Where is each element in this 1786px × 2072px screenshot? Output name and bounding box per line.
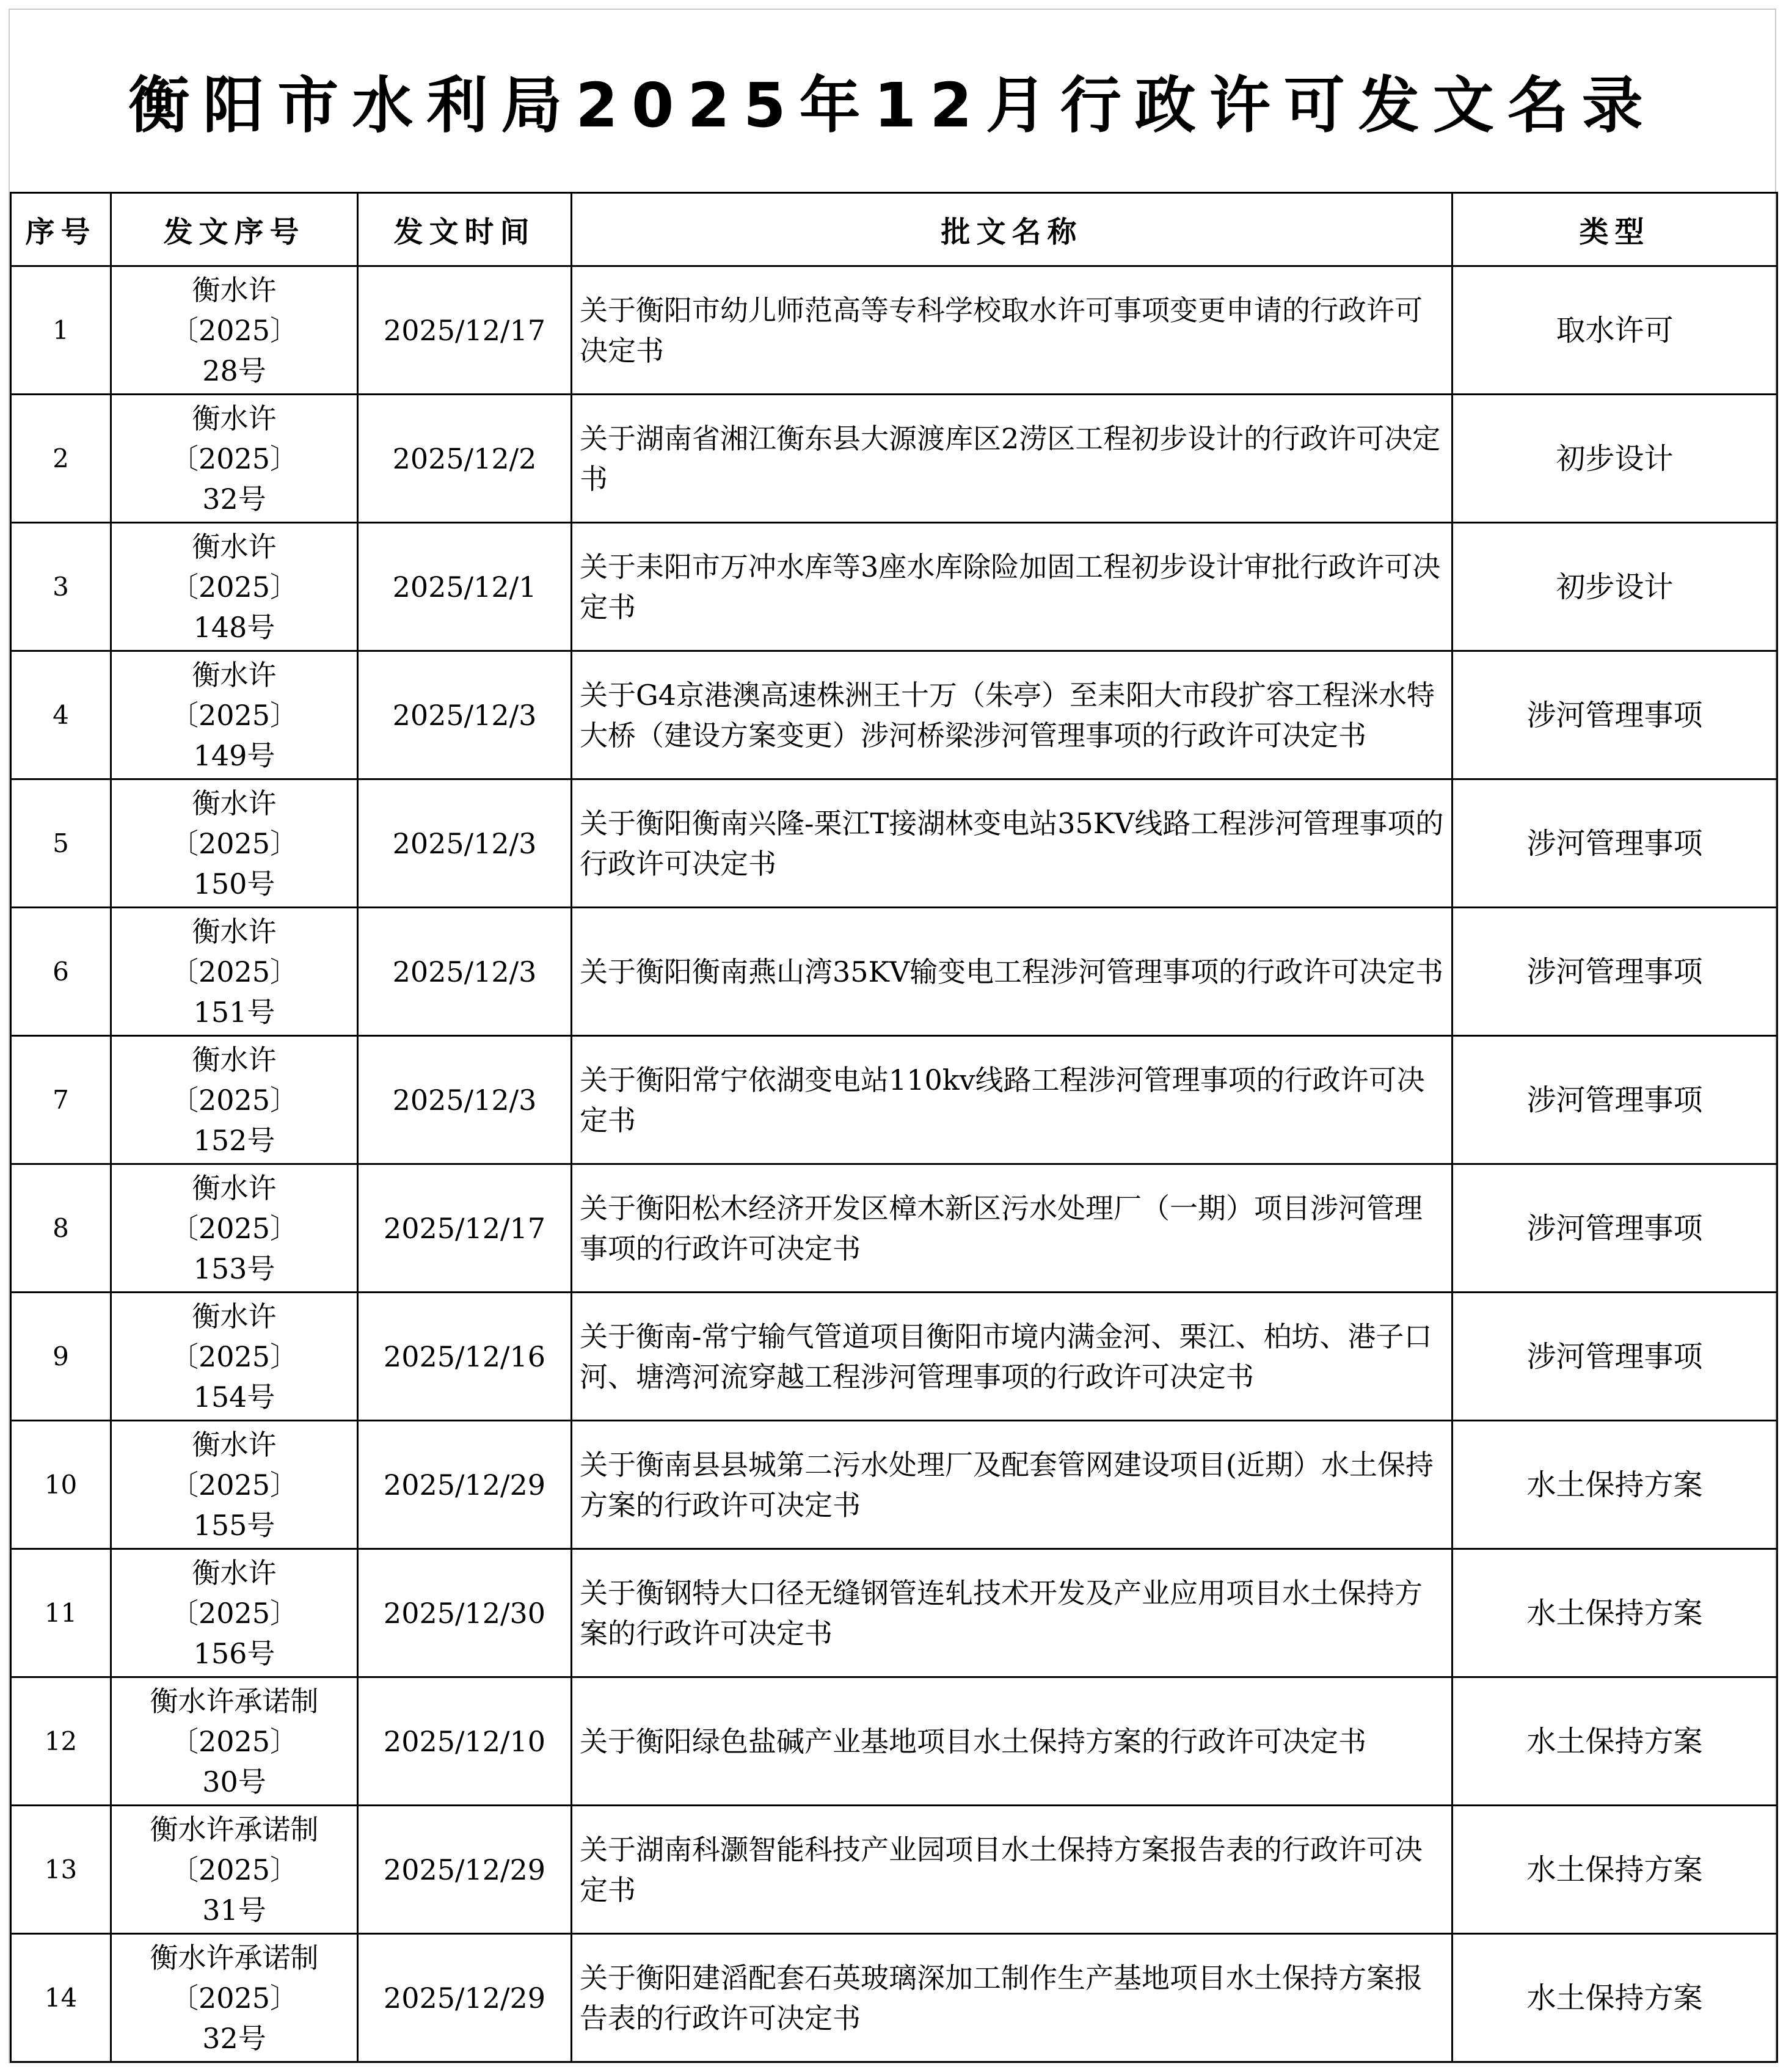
doc-no-prefix: 衡水许 (192, 273, 277, 307)
doc-no-prefix: 衡水许 (192, 1043, 277, 1076)
row-type: 涉河管理事项 (1452, 908, 1777, 1036)
row-date: 2025/12/3 (358, 908, 572, 1036)
row-date: 2025/12/30 (358, 1549, 572, 1677)
doc-no-prefix: 衡水许 (192, 1556, 277, 1589)
doc-no-year: 〔2025〕 (170, 698, 299, 732)
doc-no-number: 31号 (202, 1893, 266, 1927)
row-name: 关于衡南县县城第二污水处理厂及配套管网建设项目(近期）水土保持方案的行政许可决定书 (572, 1421, 1452, 1549)
row-name: 关于衡阳绿色盐碱产业基地项目水土保持方案的行政许可决定书 (572, 1677, 1452, 1806)
header-date: 发文时间 (358, 193, 572, 266)
row-type: 涉河管理事项 (1452, 1164, 1777, 1293)
row-doc-no (111, 1934, 358, 2062)
row-date: 2025/12/2 (358, 395, 572, 523)
row-date: 2025/12/1 (358, 523, 572, 651)
row-doc-no (111, 651, 358, 779)
row-name: 关于G4京港澳高速株洲王十万（朱亭）至耒阳大市段扩容工程洣水特大桥（建设方案变更）涉河桥梁涉河管理事项的行政许可决定书 (572, 651, 1452, 779)
row-type: 初步设计 (1452, 395, 1777, 523)
doc-no-number: 149号 (193, 739, 275, 772)
row-type: 水土保持方案 (1452, 1677, 1777, 1806)
table-row (11, 908, 1777, 1036)
row-doc-no (111, 266, 358, 395)
row-type: 水土保持方案 (1452, 1421, 1777, 1549)
doc-no-number: 155号 (193, 1508, 275, 1542)
doc-no-prefix: 衡水许 (192, 401, 277, 435)
doc-no-number: 148号 (193, 610, 275, 644)
row-type: 涉河管理事项 (1452, 1036, 1777, 1164)
row-date: 2025/12/29 (358, 1806, 572, 1934)
doc-no-year: 〔2025〕 (170, 313, 299, 347)
table-row (11, 1421, 1777, 1549)
doc-no-prefix: 衡水许承诺制 (150, 1941, 319, 1974)
doc-no-number: 153号 (193, 1252, 275, 1285)
row-seq: 14 (11, 1934, 111, 2062)
doc-no-prefix: 衡水许承诺制 (150, 1812, 319, 1846)
doc-no-prefix: 衡水许 (192, 1299, 277, 1333)
doc-no-year: 〔2025〕 (170, 442, 299, 475)
doc-no-year: 〔2025〕 (170, 955, 299, 988)
doc-no-prefix: 衡水许承诺制 (150, 1684, 319, 1718)
row-doc-no (111, 1293, 358, 1421)
doc-no-number: 32号 (202, 2021, 266, 2055)
table-row (11, 1164, 1777, 1293)
row-doc-no (111, 1806, 358, 1934)
row-type: 水土保持方案 (1452, 1806, 1777, 1934)
row-seq: 2 (11, 395, 111, 523)
row-doc-no (111, 523, 358, 651)
table-row (11, 651, 1777, 779)
row-date: 2025/12/3 (358, 1036, 572, 1164)
row-type: 涉河管理事项 (1452, 779, 1777, 908)
row-type: 涉河管理事项 (1452, 651, 1777, 779)
row-doc-no (111, 908, 358, 1036)
doc-no-number: 152号 (193, 1123, 275, 1157)
doc-no-number: 30号 (202, 1765, 266, 1798)
doc-no-year: 〔2025〕 (170, 1340, 299, 1373)
row-name: 关于衡阳松木经济开发区樟木新区污水处理厂（一期）项目涉河管理事项的行政许可决定书 (572, 1164, 1452, 1293)
row-date: 2025/12/3 (358, 651, 572, 779)
row-name: 关于湖南省湘江衡东县大源渡库区2涝区工程初步设计的行政许可决定书 (572, 395, 1452, 523)
row-seq: 8 (11, 1164, 111, 1293)
row-date: 2025/12/29 (358, 1934, 572, 2062)
row-date: 2025/12/10 (358, 1677, 572, 1806)
row-doc-no (111, 1421, 358, 1549)
doc-no-year: 〔2025〕 (170, 1468, 299, 1501)
permit-table (10, 192, 1778, 2063)
row-name: 关于衡阳衡南兴隆-栗江T接湖林变电站35KV线路工程涉河管理事项的行政许可决定书 (572, 779, 1452, 908)
doc-no-year: 〔2025〕 (170, 1211, 299, 1245)
row-seq: 12 (11, 1677, 111, 1806)
row-doc-no (111, 1677, 358, 1806)
row-doc-no (111, 1549, 358, 1677)
row-date: 2025/12/17 (358, 266, 572, 395)
row-seq: 5 (11, 779, 111, 908)
row-type: 取水许可 (1452, 266, 1777, 395)
row-name: 关于湖南科灏智能科技产业园项目水土保持方案报告表的行政许可决定书 (572, 1806, 1452, 1934)
header-name: 批文名称 (572, 193, 1452, 266)
row-seq: 3 (11, 523, 111, 651)
row-name: 关于耒阳市万冲水库等3座水库除险加固工程初步设计审批行政许可决定书 (572, 523, 1452, 651)
table-row (11, 1934, 1777, 2062)
row-seq: 4 (11, 651, 111, 779)
row-doc-no (111, 1036, 358, 1164)
row-type: 水土保持方案 (1452, 1549, 1777, 1677)
table-row (11, 1677, 1777, 1806)
table-row (11, 1549, 1777, 1677)
row-seq: 10 (11, 1421, 111, 1549)
doc-no-year: 〔2025〕 (170, 1853, 299, 1886)
header-seq: 序号 (11, 193, 111, 266)
doc-no-year: 〔2025〕 (170, 1981, 299, 2015)
row-seq: 6 (11, 908, 111, 1036)
row-seq: 7 (11, 1036, 111, 1164)
doc-no-number: 154号 (193, 1380, 275, 1414)
row-type: 水土保持方案 (1452, 1934, 1777, 2062)
table-row (11, 779, 1777, 908)
row-seq: 11 (11, 1549, 111, 1677)
row-seq: 9 (11, 1293, 111, 1421)
doc-no-prefix: 衡水许 (192, 786, 277, 820)
table-row (11, 1293, 1777, 1421)
doc-no-prefix: 衡水许 (192, 530, 277, 563)
doc-no-year: 〔2025〕 (170, 1083, 299, 1117)
row-name: 关于衡阳建滔配套石英玻璃深加工制作生产基地项目水土保持方案报告表的行政许可决定书 (572, 1934, 1452, 2062)
row-doc-no (111, 395, 358, 523)
header-type: 类型 (1452, 193, 1777, 266)
doc-no-year: 〔2025〕 (170, 1724, 299, 1758)
row-name: 关于衡钢特大口径无缝钢管连轧技术开发及产业应用项目水土保持方案的行政许可决定书 (572, 1549, 1452, 1677)
row-date: 2025/12/3 (358, 779, 572, 908)
table-row (11, 395, 1777, 523)
row-doc-no (111, 1164, 358, 1293)
row-doc-no (111, 779, 358, 908)
page-title: 衡阳市水利局2025年12月行政许可发文名录 (128, 70, 1657, 141)
doc-no-year: 〔2025〕 (170, 826, 299, 860)
doc-no-number: 28号 (202, 354, 266, 387)
doc-no-number: 150号 (193, 867, 275, 900)
row-date: 2025/12/16 (358, 1293, 572, 1421)
doc-no-number: 151号 (193, 995, 275, 1029)
table-row (11, 523, 1777, 651)
doc-no-year: 〔2025〕 (170, 570, 299, 604)
doc-no-prefix: 衡水许 (192, 658, 277, 691)
doc-no-prefix: 衡水许 (192, 914, 277, 948)
table-body (11, 266, 1777, 2062)
row-name: 关于衡南-常宁输气管道项目衡阳市境内满金河、栗江、柏坊、港子口河、塘湾河流穿越工程涉河管理事项的行政许可决定书 (572, 1293, 1452, 1421)
table-row (11, 1806, 1777, 1934)
doc-no-year: 〔2025〕 (170, 1596, 299, 1630)
row-name: 关于衡阳常宁依湖变电站110kv线路工程涉河管理事项的行政许可决定书 (572, 1036, 1452, 1164)
header-doc-no: 发文序号 (111, 193, 358, 266)
row-date: 2025/12/29 (358, 1421, 572, 1549)
table-row (11, 266, 1777, 395)
doc-no-number: 32号 (202, 482, 266, 516)
row-date: 2025/12/17 (358, 1164, 572, 1293)
row-seq: 1 (11, 266, 111, 395)
row-type: 初步设计 (1452, 523, 1777, 651)
row-name: 关于衡阳市幼儿师范高等专科学校取水许可事项变更申请的行政许可决定书 (572, 266, 1452, 395)
doc-no-prefix: 衡水许 (192, 1171, 277, 1205)
doc-no-prefix: 衡水许 (192, 1428, 277, 1461)
table-header-row (11, 193, 1777, 266)
doc-no-number: 156号 (193, 1636, 275, 1670)
table-row (11, 1036, 1777, 1164)
row-type: 涉河管理事项 (1452, 1293, 1777, 1421)
row-seq: 13 (11, 1806, 111, 1934)
row-name: 关于衡阳衡南燕山湾35KV输变电工程涉河管理事项的行政许可决定书 (572, 908, 1452, 1036)
